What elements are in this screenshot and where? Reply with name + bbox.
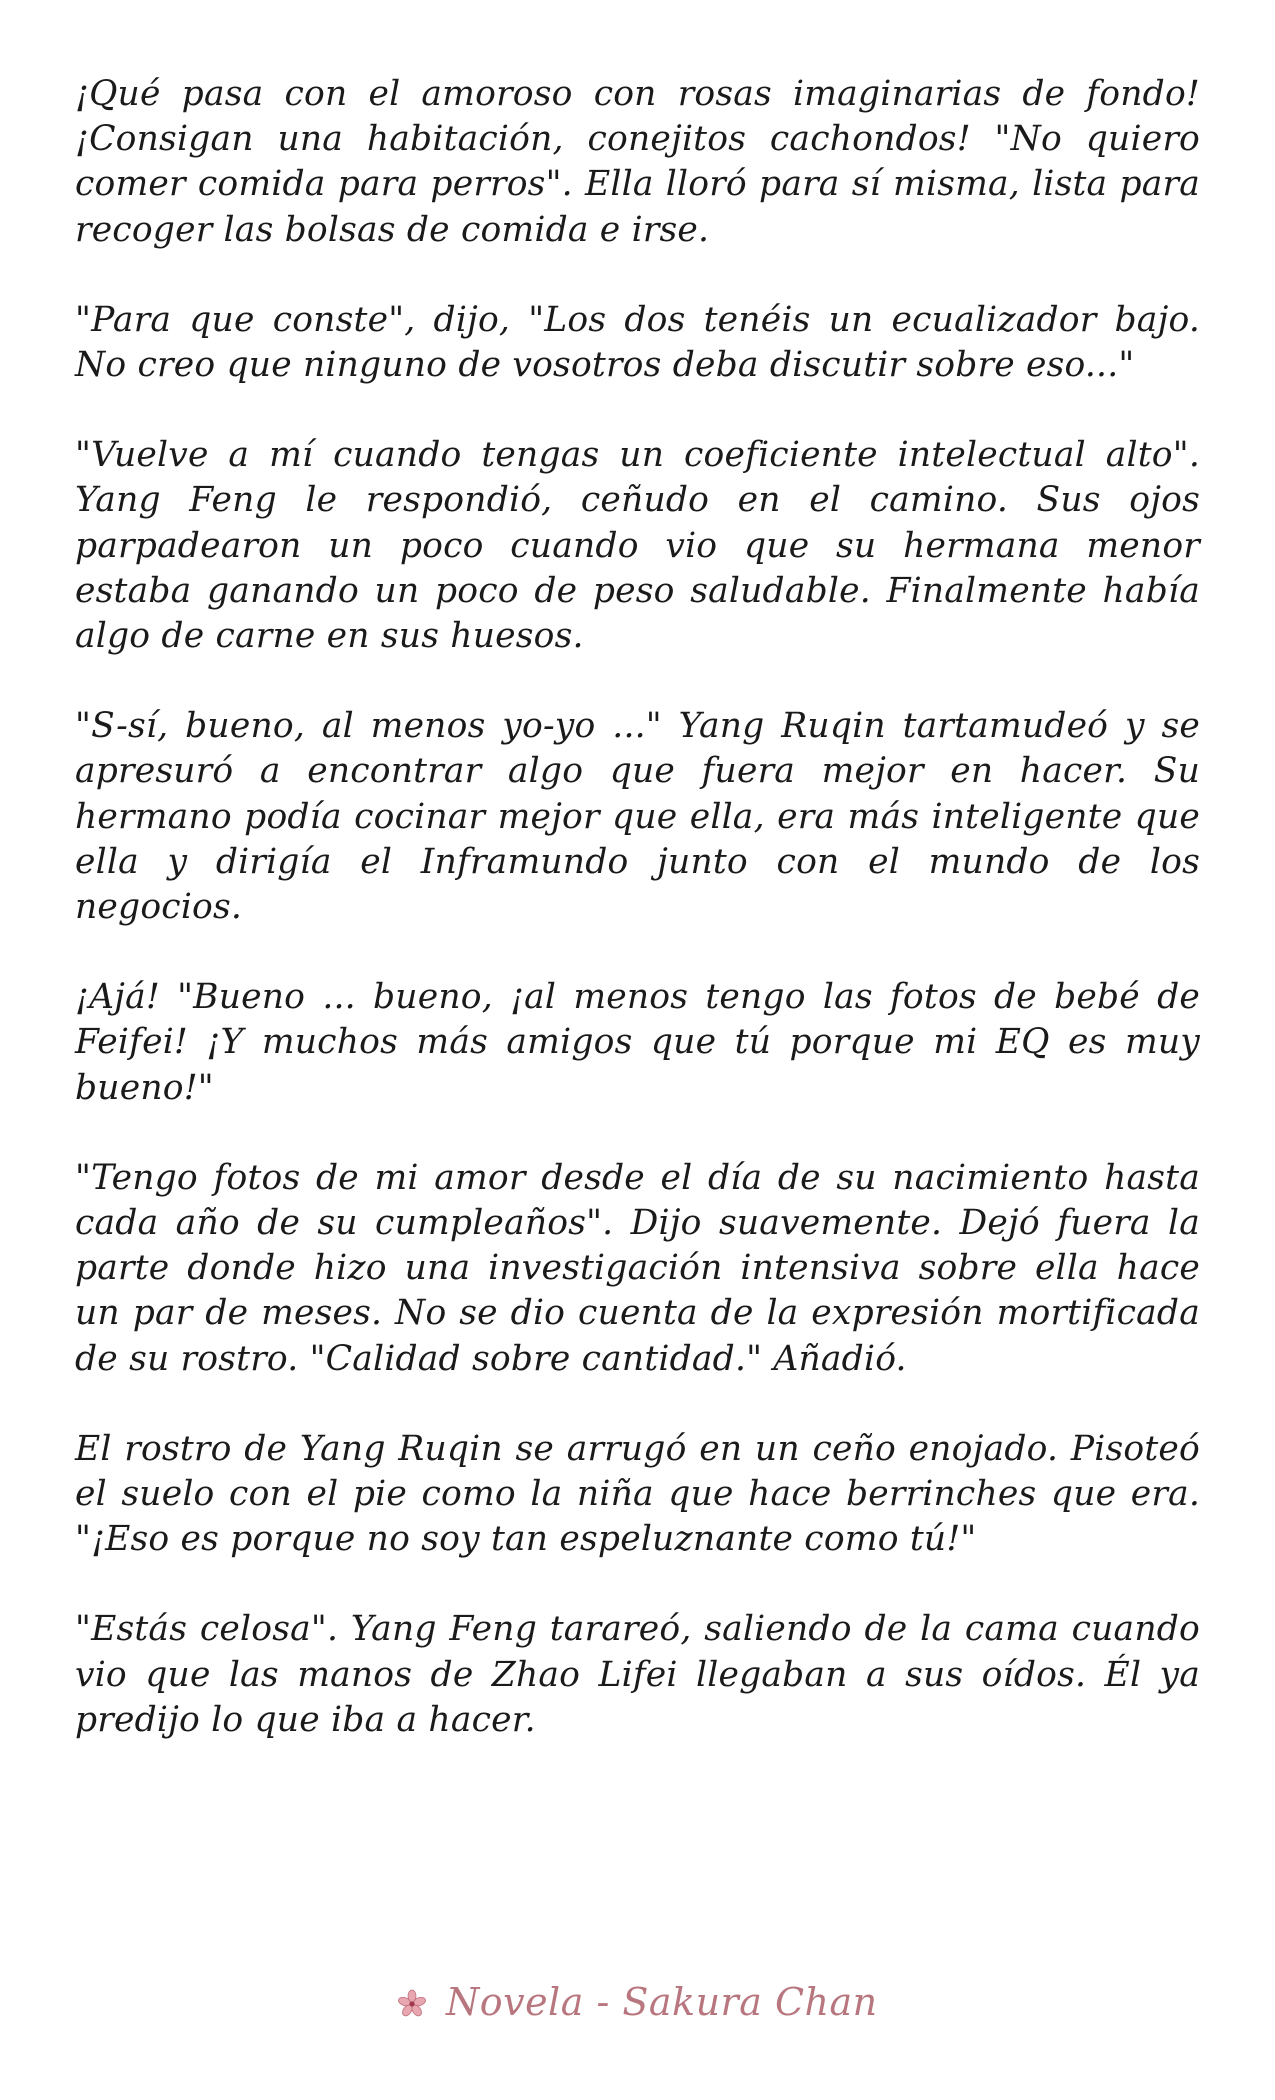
watermark-text: Novela - Sakura Chan <box>445 1980 878 2024</box>
paragraph-2: "Para que conste", dijo, "Los dos tenéis un ecualizador bajo. No creo que ninguno de vosotros deba discutir sobre eso..." <box>75 299 1200 386</box>
paragraph-6: "Tengo fotos de mi amor desde el día de su nacimiento hasta cada año de su cumpleaños". Dijo suavemente. Dejó fuera la parte donde hizo una investigación intensiva sobre ella hace un par de meses. No se dio cuenta de la expresión mortificada de su rostro. "Calidad sobre cantidad." Añadió. <box>75 1157 1200 1379</box>
document-body <box>75 72 1200 1788</box>
paragraph-4: "S-sí, bueno, al menos yo-yo ..." Yang Ruqin tartamudeó y se apresuró a encontrar algo que fuera mejor en hacer. Su hermano podía cocinar mejor que ella, era más inteligente que ella y dirigía el Inframundo junto con el mundo de los negocios. <box>75 706 1200 928</box>
paragraph-7: El rostro de Yang Ruqin se arrugó en un ceño enojado. Pisoteó el suelo con el pie como la niña que hace berrinches que era. "¡Eso es porque no soy tan espeluznante como tú!" <box>75 1428 1200 1560</box>
paragraph-3: "Vuelve a mí cuando tengas un coeficiente intelectual alto". Yang Feng le respondió, ceñudo en el camino. Sus ojos parpadearon un poco cuando vio que su hermana menor estaba ganando un poco de peso saludable. Finalmente había algo de carne en sus huesos. <box>75 435 1200 657</box>
paragraph-8: "Estás celosa". Yang Feng tarareó, saliendo de la cama cuando vio que las manos de Zhao Lifei llegaban a sus oídos. Él ya predijo lo que iba a hacer. <box>75 1609 1200 1740</box>
paragraph-1: ¡Qué pasa con el amoroso con rosas imaginarias de fondo! ¡Consigan una habitación, conejitos cachondos! "No quiero comer comida para perros". Ella lloró para sí misma, lista para recoger las bolsas de comida e irse. <box>75 74 1200 250</box>
paragraph-5: ¡Ajá! "Bueno ... bueno, ¡al menos tengo las fotos de bebé de Feifei! ¡Y muchos más amigos que tú porque mi EQ es muy bueno!" <box>75 977 1200 1108</box>
watermark <box>0 1980 1275 2028</box>
sakura-flower-icon <box>397 1984 427 2028</box>
